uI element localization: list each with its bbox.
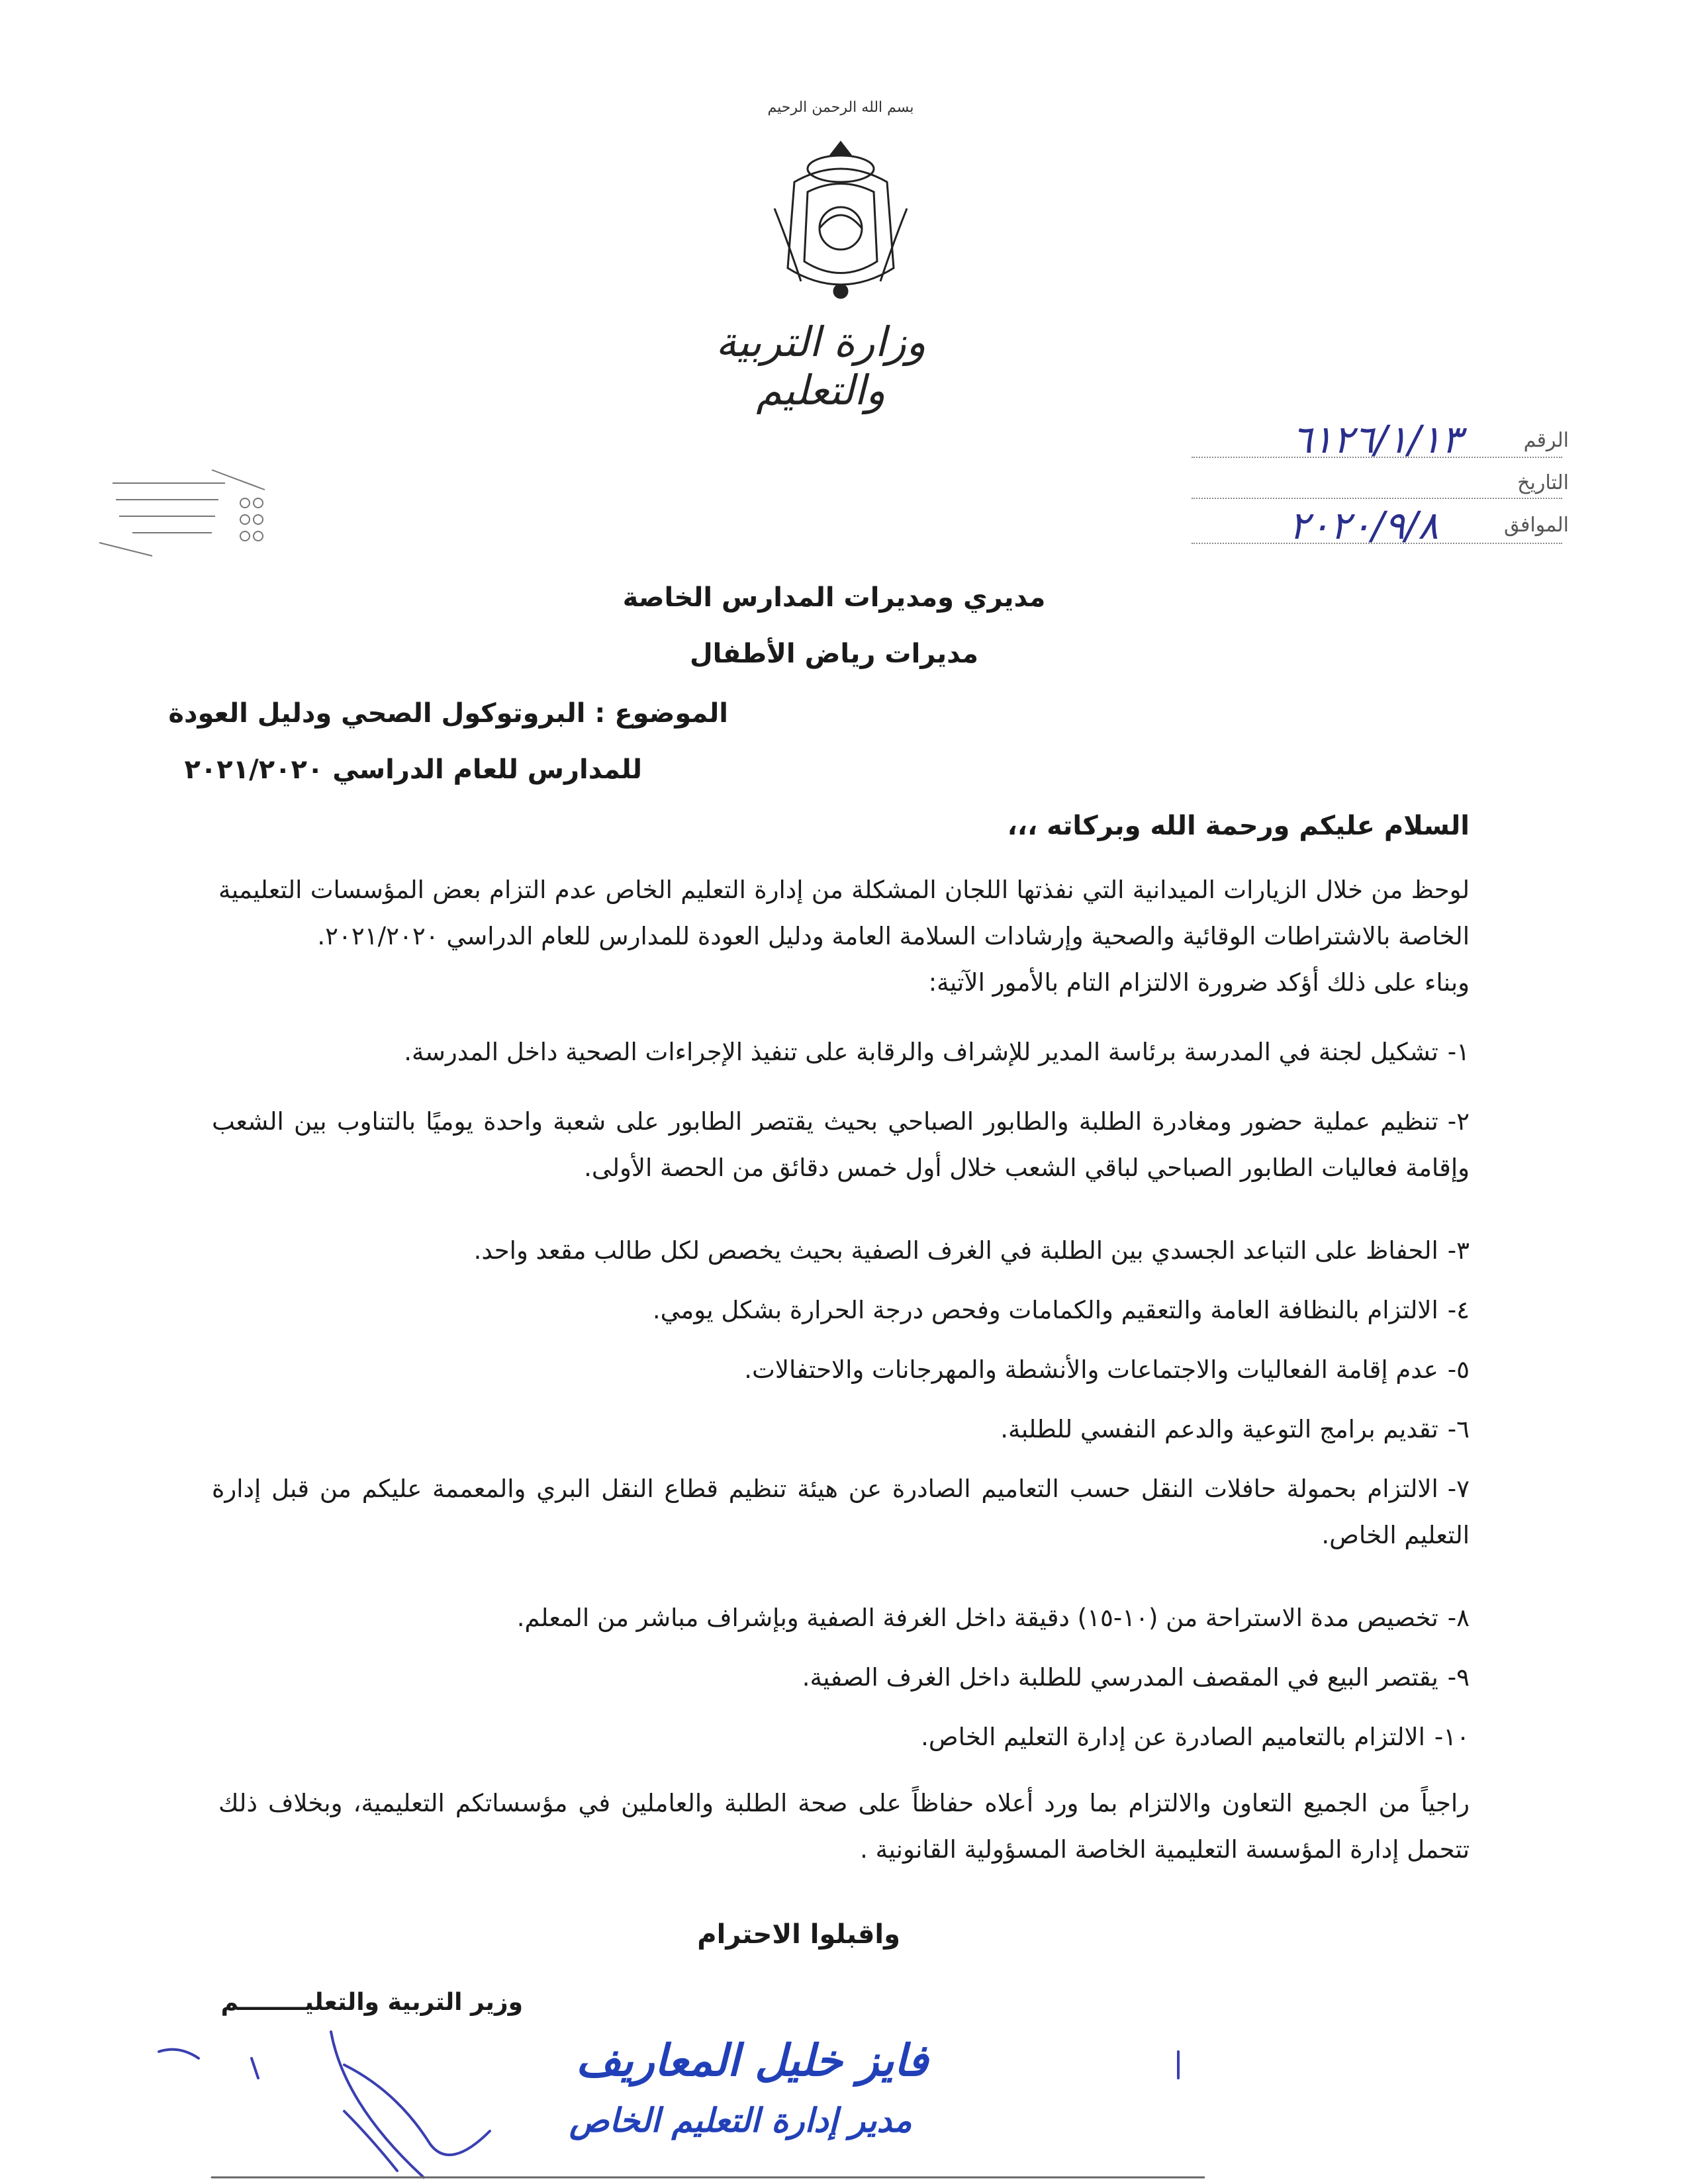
list-item <box>212 1406 1470 1453</box>
regards: واقبلوا الاحترام <box>697 1919 900 1950</box>
addressee-line-1: مديري ومديرات المدارس الخاصة <box>622 582 1046 613</box>
list-item <box>212 1029 1470 1075</box>
closing-paragraph: راجياً من الجميع التعاون والالتزام بما ورد أعلاه حفاظاً على صحة الطلبة والعاملين في مؤسساتكم التعليمية، وبخلاف ذلك تتحمل إدارة المؤسسة التعليمية الخاصة المسؤولية القانونية . <box>218 1789 1470 1864</box>
lead-in: وبناء على ذلك أؤكد ضرورة الالتزام التام بالأمور الآتية: <box>928 968 1470 997</box>
list-item <box>212 1595 1470 1641</box>
signer-name: فايز خليل المعاريف <box>576 2035 929 2086</box>
greeting: السلام عليكم ورحمة الله وبركاته ،،، <box>1007 811 1470 841</box>
item-number: ٤- <box>1447 1296 1470 1324</box>
list-item <box>212 1655 1470 1701</box>
list-item <box>212 1099 1470 1191</box>
date-value: ٢٠٢٠/٩/٨ <box>1289 503 1438 548</box>
subject-line-2: للمدارس للعام الدراسي ٢٠٢١/٢٠٢٠ <box>184 754 642 785</box>
list-item <box>212 1287 1470 1334</box>
item-number: ٦- <box>1447 1415 1470 1443</box>
item-number: ١- <box>1447 1038 1470 1066</box>
item-number: ٧- <box>1447 1475 1470 1503</box>
stamp-icon <box>93 463 285 563</box>
item-number: ٨- <box>1447 1604 1470 1632</box>
item-number: ٥- <box>1447 1355 1470 1384</box>
item-number: ٣- <box>1447 1236 1470 1265</box>
intro-paragraph: لوحظ من خلال الزيارات الميدانية التي نفذتها اللجان المشكلة من إدارة التعليم الخاص عدم التزام بعض المؤسسات التعليمية الخاصة بالاشتراطات الوقائية والصحية وإرشادات السلامة العامة ودليل العودة للمدارس للعام الدراسي ٢٠٢١/٢٠٢٠. <box>218 876 1470 950</box>
item-text: الحفاظ على التباعد الجسدي بين الطلبة في الغرف الصفية بحيث يخصص لكل طالب مقعد واحد. <box>473 1236 1438 1265</box>
reference-number-label: الرقم <box>1523 429 1569 452</box>
basmala: بسم الله الرحمن الرحيم <box>767 99 914 116</box>
list-item <box>212 1228 1470 1274</box>
minister-title: وزير التربية والتعليــــــــم <box>220 1989 523 2016</box>
hijri-label: الموافق <box>1503 514 1569 537</box>
addressee-line-2: مديرات رياض الأطفال <box>689 639 979 669</box>
item-number: ١٠- <box>1434 1723 1470 1751</box>
list-item <box>212 1466 1470 1559</box>
list-item <box>212 1714 1470 1760</box>
item-text: تنظيم عملية حضور ومغادرة الطلبة والطابور الصباحي بحيث يقتصر الطابور على شعبة واحدة يوميًا بالتناوب بين الشعب وإقامة فعاليات الطابور الصباحي لباقي الشعب خلال أول خمس دقائق من الحصة الأولى. <box>212 1107 1470 1182</box>
ministry-name: وزارة التربية والتعليم <box>716 318 926 414</box>
signer-title: مدير إدارة التعليم الخاص <box>569 2101 912 2140</box>
reference-number-value: ٦١٢٦/١/١٣ <box>1291 417 1462 462</box>
item-text: الالتزام بحمولة حافلات النقل حسب التعاميم الصادرة عن هيئة تنظيم قطاع النقل البري والمعممة عليكم من قبل إدارة التعليم الخاص. <box>212 1475 1470 1549</box>
item-number: ٢- <box>1447 1107 1470 1136</box>
coat-of-arms-icon <box>748 129 933 308</box>
item-text: الالتزام بالنظافة العامة والتعقيم والكمامات وفحص درجة الحرارة بشكل يومي. <box>652 1296 1438 1324</box>
date-line <box>1192 498 1562 499</box>
item-text: تقديم برامج التوعية والدعم النفسي للطلبة. <box>1000 1415 1438 1443</box>
item-text: الالتزام بالتعاميم الصادرة عن إدارة التعليم الخاص. <box>921 1723 1425 1751</box>
list-item <box>212 1347 1470 1393</box>
item-text: تشكيل لجنة في المدرسة برئاسة المدير للإشراف والرقابة على تنفيذ الإجراءات الصحية داخل المدرسة. <box>404 1038 1438 1066</box>
item-text: يقتصر البيع في المقصف المدرسي للطلبة داخل الغرف الصفية. <box>802 1663 1438 1692</box>
item-text: عدم إقامة الفعاليات والاجتماعات والأنشطة والمهرجانات والاحتفالات. <box>744 1355 1438 1384</box>
date-label: التاريخ <box>1517 471 1569 494</box>
item-text: تخصيص مدة الاستراحة من (١٠-١٥) دقيقة داخل الغرفة الصفية وبإشراف مباشر من المعلم. <box>516 1604 1438 1632</box>
subject-line-1: الموضوع : البروتوكول الصحي ودليل العودة <box>168 698 728 729</box>
item-number: ٩- <box>1447 1663 1470 1692</box>
